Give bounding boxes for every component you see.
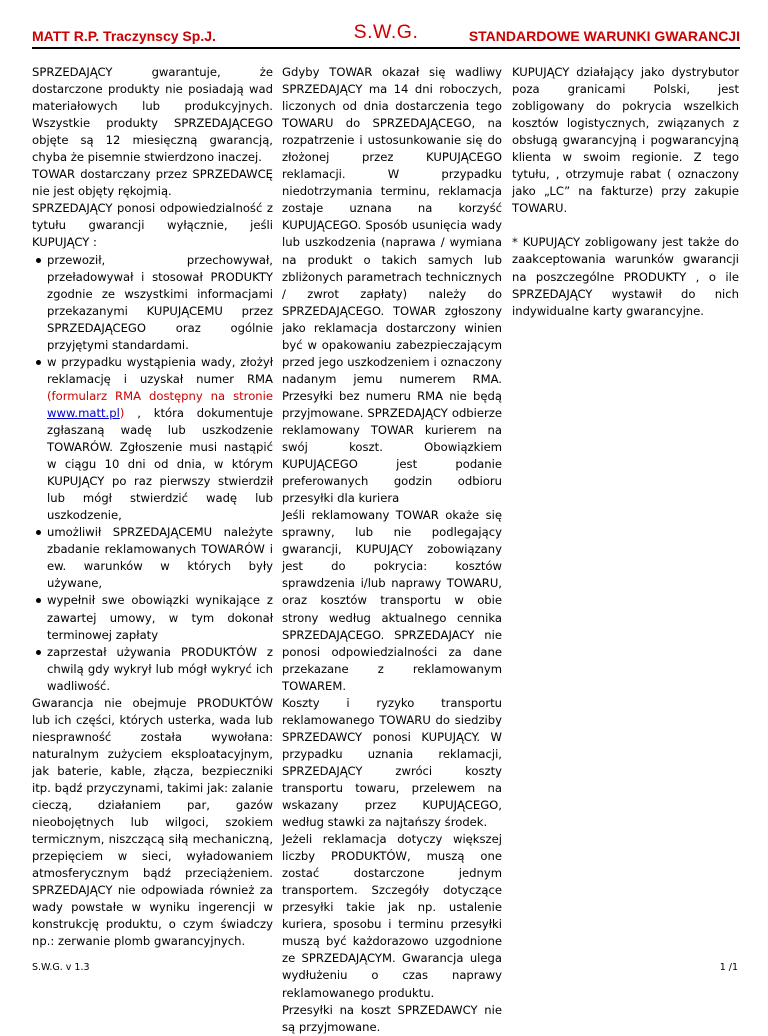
document-abbreviation: S.W.G. [353,21,419,43]
matt-website-link[interactable]: www.matt.pl [47,405,120,420]
non-warranty-costs-paragraph: Jeśli reklamowany TOWAR okaże się sprawny, lub nie podlegający gwarancji, KUPUJĄCY zobowiązany jest do pokrycia: kosztów sprawdzenia i/lub naprawy TOWARU, oraz kosztów transportu w obie strony według aktualnego cennika SPRZEDAJĄCEGO. SPRZEDAJACY nie ponosi odpowiedzialności za dane przekazane z reklamowanym TOWAREM. [282,508,502,693]
column-2 [282,64,502,1036]
bullet-icon [36,530,41,535]
document-title: STANDARDOWE WARUNKI GWARANCJI [468,28,740,44]
exclusions-paragraph: Gwarancja nie obejmuje PRODUKTÓW lub ich części, których usterka, wada lub niesprawność została wywołana: naturalnym zużyciem eksploatacyjnym, jak baterie, kable, złącza, bezpieczniki itp. bądź przyczynami, takimi jak: zalanie cieczą, działaniem par, gazów nieobojętnych lub wilgoci, szokiem termicznym, niszczącą siłą mechaniczną, przepięciem w sieci, wyładowaniem atmosferycznym bądź przeciążeniem. SPRZEDAJĄCY nie odpowiada również za wady powstałe w wyniku ingerencji w konstrukcję produktu, o czym świadczy np.: zerwanie plomb gwarancyjnych. [32,695,273,949]
liability-paragraph: SPRZEDAJĄCY ponosi odpowiedzialność z tytułu gwarancji wyłącznie, jeśli KUPUJĄCY : [32,201,273,250]
list-item: umożliwił SPRZEDAJĄCEMU należyte zbadanie reklamowanych TOWARÓW i ew. warunków w których były używane, [32,524,273,592]
conditions-list [32,252,273,695]
header-divider [32,47,740,49]
list-item: przewoził, przechowywał, przeładowywał i stosował PRODUKTY zgodnie ze wszystkimi informacjami przekazanymi KUPUJĄCEMU przez SPRZEDAJĄCEGO oraz ogólnie przyjętymi standardami. [32,252,273,354]
bullet-icon [36,258,41,263]
column-1 [32,64,273,950]
guarantee-paragraph: SPRZEDAJĄCY gwarantuje, że dostarczone produkty nie posiadają wad materiałowych lub produkcyjnych. Wszystkie produkty SPRZEDAJĄCEGO objęte są 12 miesięczną gwarancją, chyba że pisemnie stwierdzono inaczej. [32,65,273,165]
list-item: wypełnił swe obowiązki wynikające z zawartej umowy, w tym dokonał terminowej zapłaty [32,592,273,643]
warranty-cards-note: * KUPUJĄCY zobligowany jest także do zaakceptowania warunków gwarancji na poszczególne PRODUKTY , o ile SPRZEDAJĄCY wystawił do nich indywidualne karty gwarancyjne. [512,235,739,318]
defect-handling-paragraph: Gdyby TOWAR okazał się wadliwy SPRZEDAJĄCY ma 14 dni roboczych, liczonych od dnia dostarczenia tego TOWARU do SPRZEDAJĄCEGO, na rozpatrzenie i ustosunkowanie się do złożonej przez KUPUJĄCEGO reklamacji. W przypadku niedotrzymania terminu, reklamacja zostaje uznana na korzyść KUPUJĄCEGO. Sposób usunięcia wady lub uszkodzenia (naprawa / wymiana na produkt o takich samych lub zbliżonych parametrach technicznych / zwrot zapłaty) należy do SPRZEDAJĄCEGO. TOWAR zgłoszony jako reklamacja dostarczony winien być w opakowaniu zabezpieczającym przed jego uszkodzeniem i oznaczony nadanym jemu numerem RMA. Przesyłki bez numeru RMA nie będą przyjmowane. SPRZEDAJĄCY odbierze reklamowany TOWAR kurierem na swój koszt. Obowiązkiem KUPUJĄCEGO jest podanie preferowanych godzin odbioru przesyłki dla kuriera [282,65,502,506]
list-item: zaprzestał używania PRODUKTÓW z chwilą gdy wykrył lub mógł wykryć ich wadliwość. [32,644,273,695]
rma-form-note: (formularz RMA dostępny na stronie [47,388,273,403]
bullet-icon [36,598,41,603]
bullet-icon [36,360,41,365]
no-warranty-paragraph: TOWAR dostarczany przez SPRZEDAWCĘ nie jest objęty rękojmią. [32,167,273,199]
page-header [32,20,740,46]
bulk-claims-paragraph: Jeżeli reklamacja dotyczy większej liczby PRODUKTÓW, muszą one zostać dostarczone jednym transportem. Szczegóły dotyczące przesyłki takie jak np. ustalenie kuriera, sposobu i terminu przesyłki muszą być każdorazowo uzgodnione ze SPRZEDAJĄCYM. Gwarancja ulega wydłużeniu o czas naprawy reklamowanego produktu. [282,832,502,1000]
column-3 [512,64,739,320]
list-item: w przypadku wystąpienia wady, złożył reklamację i uzyskał numer RMA (formularz RMA dostępny na stronie www.matt.pl) , która dokumentuje zgłaszaną wadę lub uszkodzenie TOWARÓW. Zgłoszenie musi nastąpić w ciągu 10 dni od dnia, w którym KUPUJĄCY po raz pierwszy stwierdził lub mógł stwierdzić wadę lub uszkodzenie, [32,354,273,524]
distributor-paragraph: KUPUJĄCY działający jako dystrybutor poza granicami Polski, jest zobligowany do pokrycia wszelkich kosztów logistycznych, związanych z obsługą gwarancyjną i pogwarancyjną klienta w swoim regionie. Z tego tytułu, , otrzymuje rabat ( oznaczony jako „LC” na fakturze) przy zakupie TOWARU. [512,65,739,216]
footer-version: S.W.G. v 1.3 [32,962,90,973]
bullet-icon [36,650,41,655]
transport-costs-paragraph: Koszty i ryzyko transportu reklamowanego TOWARU do siedziby SPRZEDAWCY ponosi KUPUJĄCY. W przypadku uznania reklamacji, SPRZEDAJĄCY zwróci koszty transportu towaru, przelewem na wskazany przez KUPUJĄCEGO, według stawki za najtańszy środek. [282,695,502,830]
page-number: 1 /1 [719,962,738,973]
shipping-note-paragraph: Przesyłki na koszt SPRZEDAWCY nie są przyjmowane. [282,1002,502,1034]
company-name: MATT R.P. Traczynscy Sp.J. [32,28,216,44]
